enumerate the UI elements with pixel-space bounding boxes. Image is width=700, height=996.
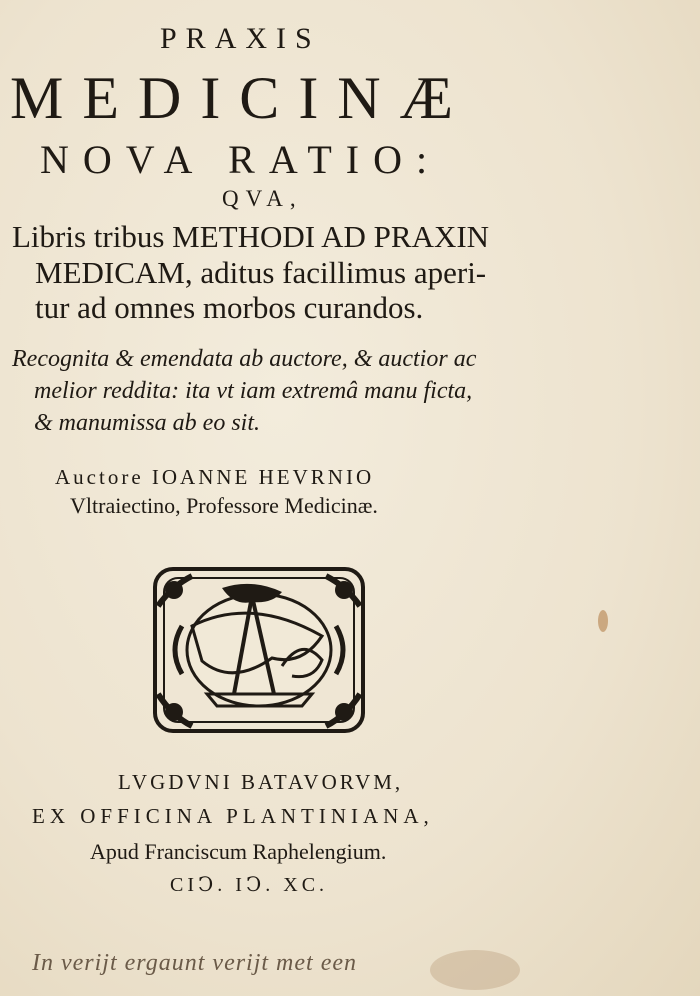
italic-note-line-3: & manumissa ab eo sit.: [34, 410, 261, 436]
subtitle-line-2: MEDICAM, aditus facillimus aperi-: [35, 255, 487, 290]
manuscript-inscription: In verijt ergaunt verijt met een: [32, 950, 358, 976]
imprint-publisher: Apud Franciscum Raphelengium.: [90, 839, 387, 864]
title-line-medicinae: MEDICINÆ: [10, 65, 472, 131]
italic-note-line-2: melior reddita: ita vt iam extremâ manu ficta,: [34, 378, 473, 404]
title-line-praxis: PRAXIS: [160, 22, 321, 55]
author-line: Auctore IOANNE HEVRNIO: [55, 465, 375, 489]
imprint-printer: EX OFFICINA PLANTINIANA,: [32, 804, 434, 828]
paper-stain: [598, 610, 608, 632]
plantin-compass-device-icon: [152, 566, 366, 734]
subtitle-line-3: tur ad omnes morbos curandos.: [35, 290, 424, 325]
imprint-place: LVGDVNI BATAVORVM,: [118, 770, 404, 794]
title-line-nova-ratio: NOVA RATIO:: [40, 137, 442, 182]
italic-note-line-1: Recognita & emendata ab auctore, & auctior ac: [12, 346, 477, 372]
title-line-qua: QVA,: [222, 186, 303, 211]
subtitle-line-1: Libris tribus METHODI AD PRAXIN: [12, 219, 490, 254]
author-affiliation: Vltraiectino, Professore Medicinæ.: [70, 493, 378, 518]
imprint-date: CIↃ. IↃ. XC.: [170, 874, 329, 896]
paper-stain: [430, 950, 520, 990]
